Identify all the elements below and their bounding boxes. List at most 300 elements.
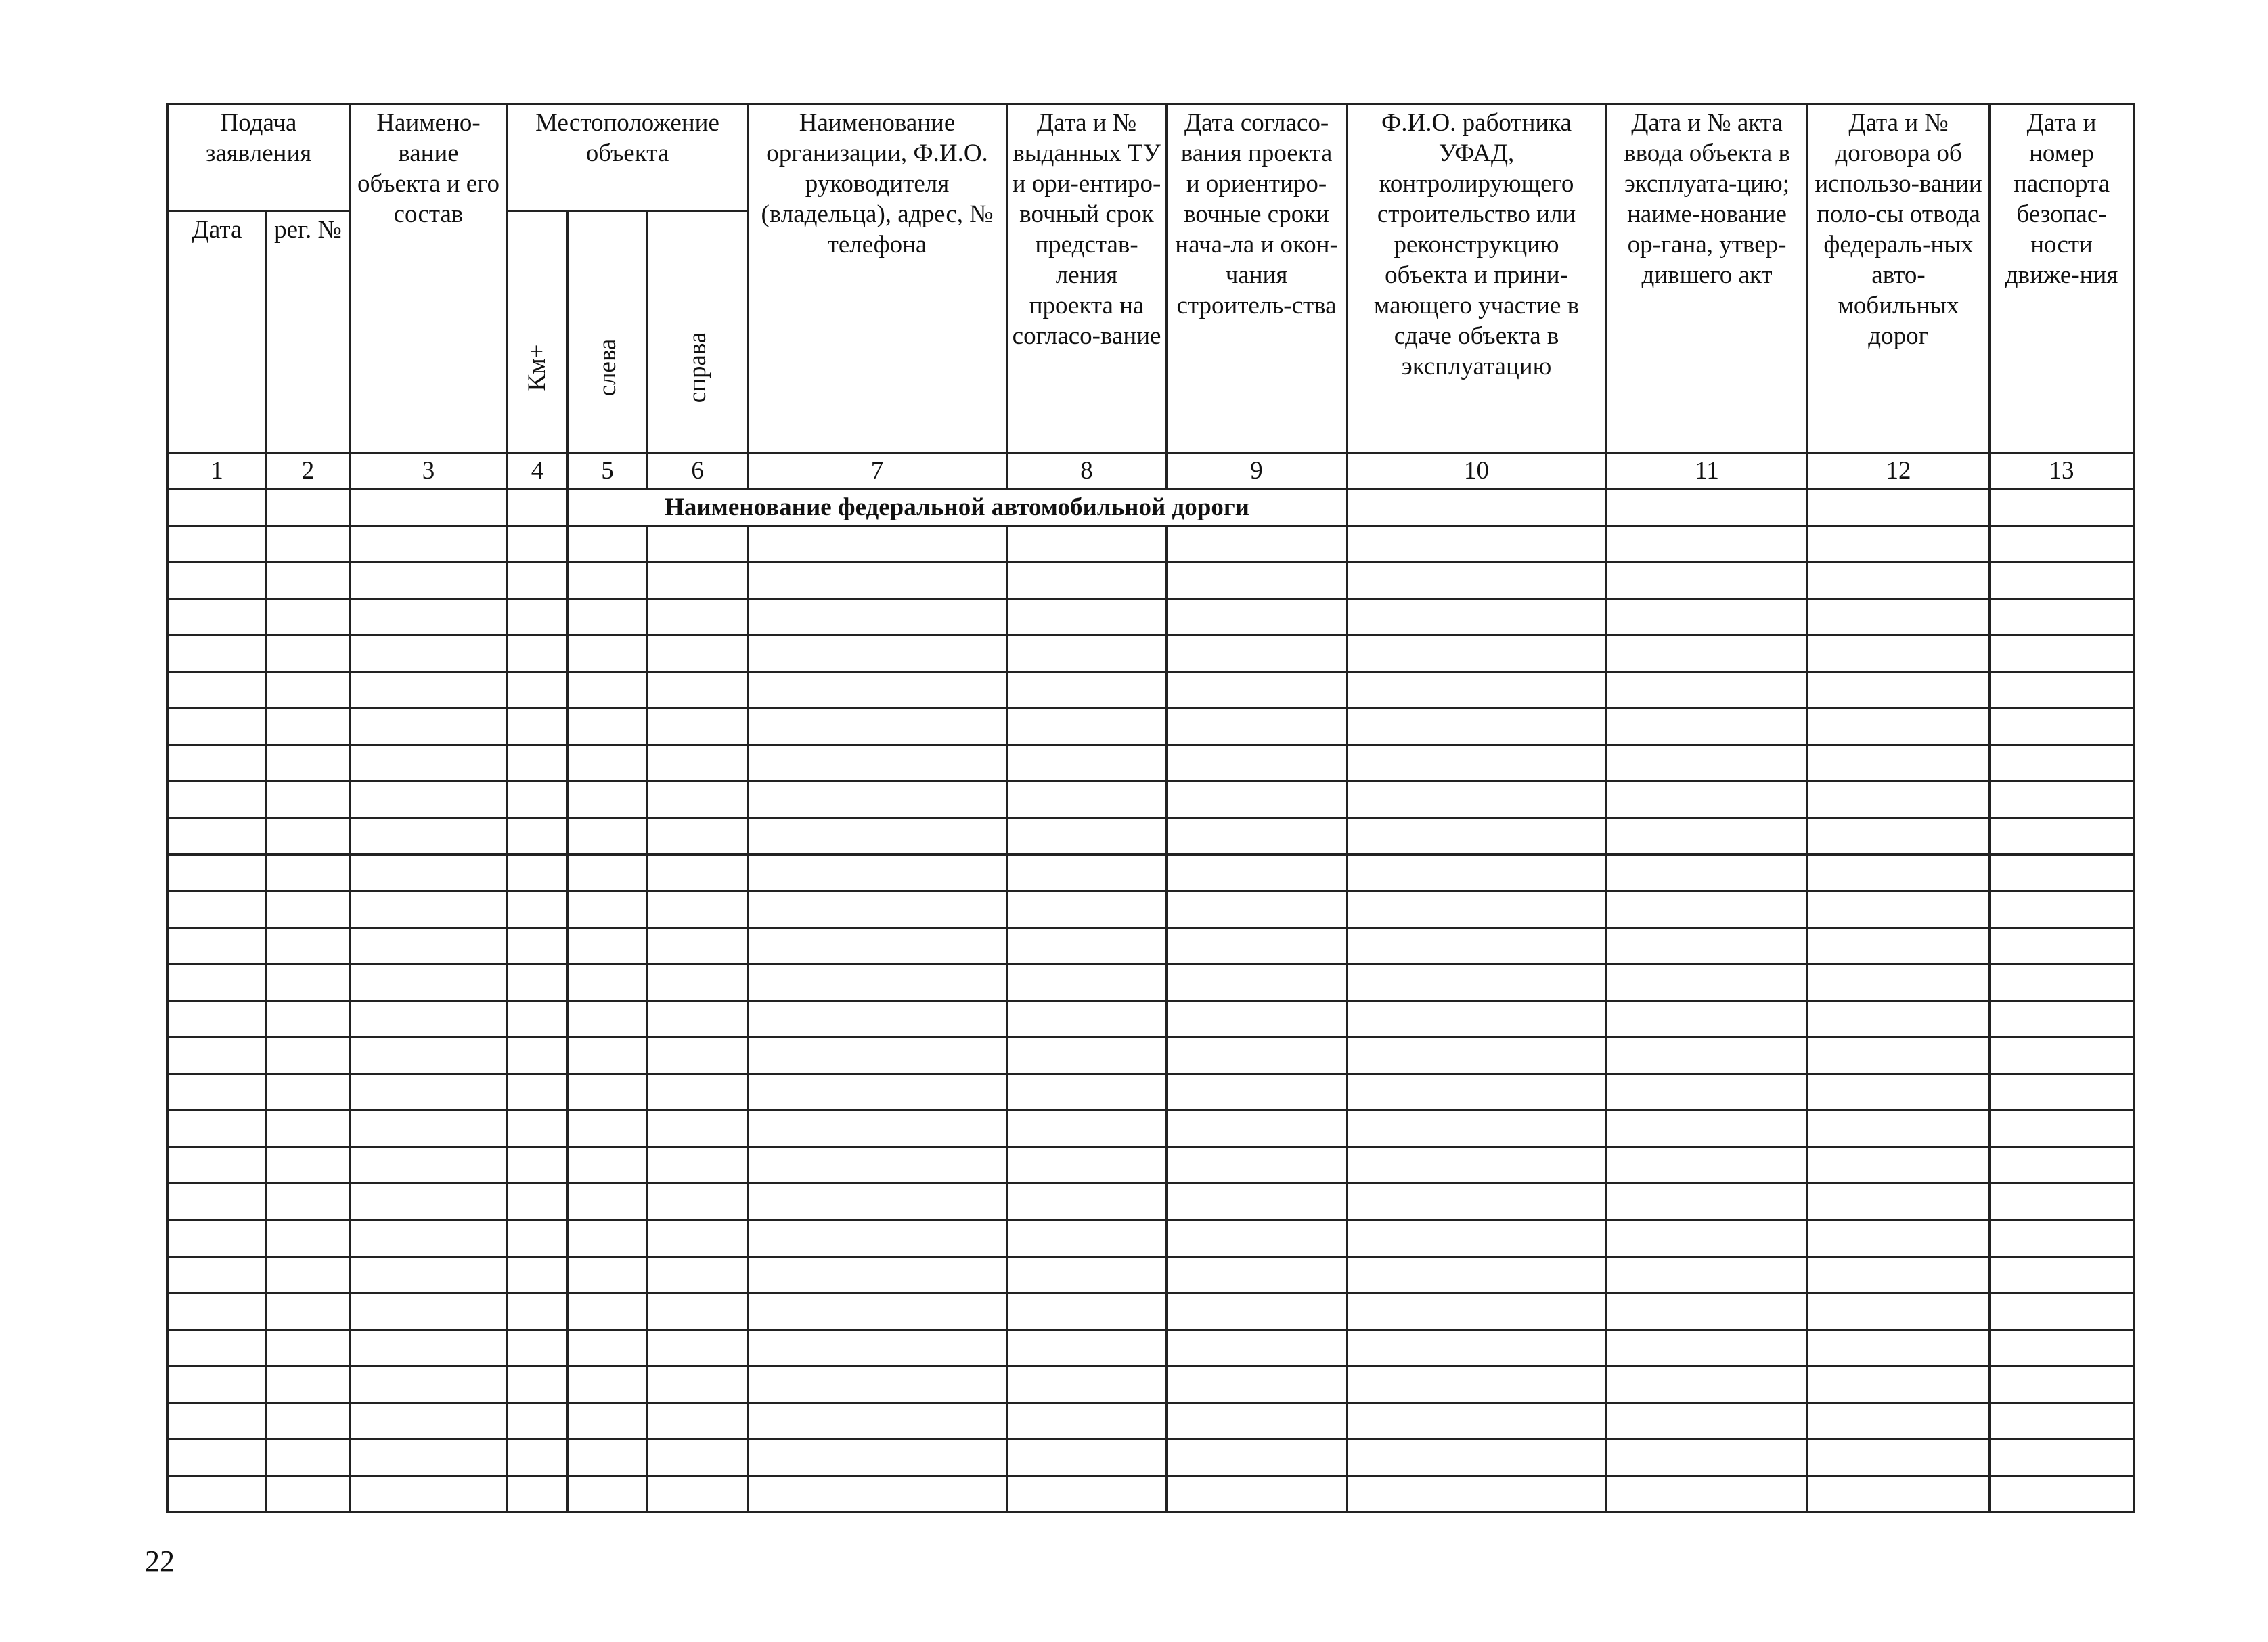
table-cell xyxy=(748,1001,1007,1038)
table-cell xyxy=(350,891,508,928)
table-cell xyxy=(1347,928,1607,964)
table-cell xyxy=(1007,818,1167,855)
table-cell xyxy=(508,891,568,928)
table-cell xyxy=(1808,818,1990,855)
header-right: справа xyxy=(648,211,748,453)
table-cell xyxy=(1808,672,1990,709)
table-cell xyxy=(1167,1001,1347,1038)
table-cell xyxy=(1808,599,1990,636)
table-cell xyxy=(168,1476,267,1513)
table-cell xyxy=(1347,1476,1607,1513)
header-km: Км+ xyxy=(508,211,568,453)
header-location-group: Местоположение объекта xyxy=(508,104,748,211)
table-cell xyxy=(1808,489,1990,526)
table-cell xyxy=(508,1184,568,1220)
table-cell xyxy=(267,672,350,709)
table-cell xyxy=(1167,672,1347,709)
table-cell xyxy=(267,1330,350,1367)
table-cell xyxy=(508,1111,568,1147)
table-cell xyxy=(648,599,748,636)
table-cell xyxy=(1167,599,1347,636)
table-cell xyxy=(1990,964,2134,1001)
table-cell xyxy=(1007,1293,1167,1330)
table-cell xyxy=(168,1220,267,1257)
table-row xyxy=(168,1184,2134,1220)
table-cell xyxy=(748,1330,1007,1367)
table-cell xyxy=(350,1476,508,1513)
table-cell xyxy=(1007,1257,1167,1293)
header-reg-number: рег. № xyxy=(267,211,350,453)
table-cell xyxy=(648,1220,748,1257)
table-cell xyxy=(1990,1367,2134,1403)
table-cell xyxy=(1007,672,1167,709)
table-cell xyxy=(748,1184,1007,1220)
table-cell xyxy=(508,1257,568,1293)
table-cell xyxy=(1607,562,1808,599)
table-cell xyxy=(1607,1330,1808,1367)
table-cell xyxy=(1808,1403,1990,1440)
table-cell xyxy=(267,782,350,818)
table-cell xyxy=(1808,1184,1990,1220)
table-cell xyxy=(1607,928,1808,964)
table-cell xyxy=(168,672,267,709)
table-cell xyxy=(1607,526,1808,562)
column-numbers-row xyxy=(168,453,2134,489)
table-cell xyxy=(168,709,267,745)
table-cell xyxy=(748,818,1007,855)
table-row xyxy=(168,928,2134,964)
table-cell xyxy=(1808,1367,1990,1403)
table-cell xyxy=(748,1220,1007,1257)
table-cell xyxy=(748,1367,1007,1403)
table-row xyxy=(168,1257,2134,1293)
header-contract: Дата и № договора об использо-вании поло-сы отвода федераль-ных авто-мобильных дорог xyxy=(1808,104,1990,453)
table-cell xyxy=(648,891,748,928)
table-cell xyxy=(1347,599,1607,636)
table-cell xyxy=(1607,489,1808,526)
table-cell xyxy=(1007,1111,1167,1147)
table-cell xyxy=(168,1111,267,1147)
table-cell xyxy=(1167,891,1347,928)
table-cell xyxy=(1607,1257,1808,1293)
table-cell xyxy=(648,709,748,745)
table-cell xyxy=(748,1476,1007,1513)
table-cell xyxy=(648,1403,748,1440)
table-cell xyxy=(1990,599,2134,636)
table-cell xyxy=(1167,782,1347,818)
table-cell xyxy=(1007,1074,1167,1111)
table-cell xyxy=(1007,782,1167,818)
column-number: 9 xyxy=(1167,453,1347,489)
table-cell xyxy=(508,855,568,891)
road-name-title: Наименование федеральной автомобильной дороги xyxy=(568,489,1347,526)
table-cell xyxy=(267,526,350,562)
table-cell xyxy=(1808,636,1990,672)
table-cell xyxy=(748,636,1007,672)
table-cell xyxy=(350,489,508,526)
table-cell xyxy=(1808,855,1990,891)
table-cell xyxy=(168,964,267,1001)
table-cell xyxy=(1808,1257,1990,1293)
column-number: 10 xyxy=(1347,453,1607,489)
table-cell xyxy=(350,745,508,782)
table-cell xyxy=(267,636,350,672)
table-cell xyxy=(1007,1147,1167,1184)
table-row xyxy=(168,1440,2134,1476)
table-row xyxy=(168,855,2134,891)
table-cell xyxy=(1167,1403,1347,1440)
table-cell xyxy=(267,1147,350,1184)
table-cell xyxy=(1007,1184,1167,1220)
table-cell xyxy=(748,1257,1007,1293)
table-cell xyxy=(267,1074,350,1111)
table-cell xyxy=(1990,526,2134,562)
header-acceptance-act: Дата и № акта ввода объекта в эксплуата-цию; наиме-нование ор-гана, утвер-дившего акт xyxy=(1607,104,1808,453)
table-cell xyxy=(648,1184,748,1220)
table-cell xyxy=(267,891,350,928)
table-row xyxy=(168,1038,2134,1074)
table-cell xyxy=(168,1403,267,1440)
table-cell xyxy=(508,1403,568,1440)
table-cell xyxy=(168,636,267,672)
table-cell xyxy=(1990,709,2134,745)
table-cell xyxy=(1607,964,1808,1001)
table-cell xyxy=(648,636,748,672)
table-cell xyxy=(168,745,267,782)
table-cell xyxy=(267,599,350,636)
table-cell xyxy=(168,1184,267,1220)
table-cell xyxy=(267,1038,350,1074)
table-cell xyxy=(568,964,648,1001)
table-cell xyxy=(1990,745,2134,782)
table-cell xyxy=(568,526,648,562)
table-cell xyxy=(648,928,748,964)
table-cell xyxy=(1808,1038,1990,1074)
table-cell xyxy=(1347,782,1607,818)
table-cell xyxy=(1808,928,1990,964)
table-cell xyxy=(1607,636,1808,672)
header-approval-date: Дата согласо-вания проекта и ориентиро-вочные сроки нача-ла и окон-чания строитель-ства xyxy=(1167,104,1347,453)
table-cell xyxy=(568,1330,648,1367)
table-cell xyxy=(1990,1220,2134,1257)
table-cell xyxy=(1347,818,1607,855)
table-cell xyxy=(568,1038,648,1074)
table-cell xyxy=(350,1220,508,1257)
table-cell xyxy=(568,1293,648,1330)
table-cell xyxy=(267,928,350,964)
header-date: Дата xyxy=(168,211,267,453)
table-cell xyxy=(350,672,508,709)
table-cell xyxy=(508,1476,568,1513)
table-cell xyxy=(1007,709,1167,745)
table-cell xyxy=(1607,1001,1808,1038)
table-row xyxy=(168,526,2134,562)
column-number: 3 xyxy=(350,453,508,489)
table-cell xyxy=(1347,1038,1607,1074)
table-cell xyxy=(267,1257,350,1293)
table-cell xyxy=(1167,1074,1347,1111)
table-cell xyxy=(1347,1293,1607,1330)
table-cell xyxy=(1167,526,1347,562)
table-cell xyxy=(168,1147,267,1184)
table-cell xyxy=(568,1001,648,1038)
table-cell xyxy=(168,928,267,964)
column-number: 2 xyxy=(267,453,350,489)
table-cell xyxy=(350,1074,508,1111)
table-cell xyxy=(648,1367,748,1403)
table-cell xyxy=(1607,855,1808,891)
table-cell xyxy=(1347,964,1607,1001)
table-cell xyxy=(1167,709,1347,745)
table-cell xyxy=(350,526,508,562)
table-row xyxy=(168,818,2134,855)
table-cell xyxy=(648,1440,748,1476)
table-cell xyxy=(1347,1330,1607,1367)
table-cell xyxy=(350,1440,508,1476)
table-cell xyxy=(1167,855,1347,891)
table-cell xyxy=(1990,891,2134,928)
table-cell xyxy=(1808,745,1990,782)
table-cell xyxy=(508,964,568,1001)
table-cell xyxy=(1990,1038,2134,1074)
table-cell xyxy=(508,1220,568,1257)
table-cell xyxy=(267,1220,350,1257)
table-cell xyxy=(1607,745,1808,782)
table-cell xyxy=(1347,1257,1607,1293)
table-cell xyxy=(267,855,350,891)
table-cell xyxy=(648,818,748,855)
table-cell xyxy=(350,1367,508,1403)
table-cell xyxy=(748,599,1007,636)
table-cell xyxy=(168,818,267,855)
table-cell xyxy=(1347,1403,1607,1440)
table-cell xyxy=(648,1038,748,1074)
table-cell xyxy=(1007,1330,1167,1367)
table-cell xyxy=(1167,1184,1347,1220)
table-cell xyxy=(1347,1074,1607,1111)
table-row xyxy=(168,1147,2134,1184)
register-form xyxy=(166,103,2133,1513)
table-cell xyxy=(350,1330,508,1367)
table-cell xyxy=(568,745,648,782)
table-cell xyxy=(1347,891,1607,928)
table-cell xyxy=(1007,1403,1167,1440)
table-cell xyxy=(1007,928,1167,964)
table-cell xyxy=(168,1038,267,1074)
table-cell xyxy=(648,1330,748,1367)
table-cell xyxy=(1167,1330,1347,1367)
table-cell xyxy=(568,1184,648,1220)
table-cell xyxy=(1990,1001,2134,1038)
table-cell xyxy=(1808,1220,1990,1257)
table-cell xyxy=(748,562,1007,599)
table-cell xyxy=(648,745,748,782)
table-cell xyxy=(1347,526,1607,562)
table-cell xyxy=(1167,745,1347,782)
table-cell xyxy=(168,1001,267,1038)
table-cell xyxy=(1990,855,2134,891)
table-cell xyxy=(1347,636,1607,672)
table-cell xyxy=(1607,1440,1808,1476)
table-cell xyxy=(508,489,568,526)
table-cell xyxy=(1007,855,1167,891)
table-cell xyxy=(1607,1293,1808,1330)
table-cell xyxy=(508,928,568,964)
table-cell xyxy=(648,1257,748,1293)
table-cell xyxy=(1167,964,1347,1001)
header-safety-passport: Дата и номер паспорта безопас-ности движе-ния xyxy=(1990,104,2134,453)
table-cell xyxy=(568,1257,648,1293)
table-cell xyxy=(350,562,508,599)
table-cell xyxy=(350,964,508,1001)
table-cell xyxy=(568,1476,648,1513)
table-cell xyxy=(1808,891,1990,928)
table-cell xyxy=(748,745,1007,782)
table-cell xyxy=(508,1074,568,1111)
table-row xyxy=(168,782,2134,818)
table-cell xyxy=(648,782,748,818)
header-object-name: Наимено-вание объекта и его состав xyxy=(350,104,508,453)
table-cell xyxy=(1007,526,1167,562)
table-cell xyxy=(350,1001,508,1038)
table-cell xyxy=(168,1440,267,1476)
table-cell xyxy=(508,1038,568,1074)
table-cell xyxy=(1007,1440,1167,1476)
table-cell xyxy=(648,1001,748,1038)
table-cell xyxy=(1607,1220,1808,1257)
table-cell xyxy=(1007,1038,1167,1074)
table-cell xyxy=(350,599,508,636)
table-cell xyxy=(508,1147,568,1184)
table-cell xyxy=(168,526,267,562)
table-cell xyxy=(1607,709,1808,745)
table-cell xyxy=(1607,1476,1808,1513)
table-cell xyxy=(568,1147,648,1184)
table-cell xyxy=(568,709,648,745)
table-cell xyxy=(1347,1440,1607,1476)
page-number: 22 xyxy=(145,1545,175,1578)
table-cell xyxy=(267,709,350,745)
table-cell xyxy=(168,599,267,636)
table-cell xyxy=(568,891,648,928)
table-cell xyxy=(350,782,508,818)
table-cell xyxy=(267,1476,350,1513)
table-cell xyxy=(1607,1403,1808,1440)
table-cell xyxy=(1347,672,1607,709)
table-cell xyxy=(1007,599,1167,636)
table-cell xyxy=(1607,1111,1808,1147)
table-cell xyxy=(168,1257,267,1293)
table-cell xyxy=(1167,562,1347,599)
table-cell xyxy=(1990,636,2134,672)
table-cell xyxy=(1607,782,1808,818)
table-cell xyxy=(748,1074,1007,1111)
table-cell xyxy=(508,1293,568,1330)
table-cell xyxy=(648,1074,748,1111)
table-cell xyxy=(568,599,648,636)
table-cell xyxy=(1607,818,1808,855)
table-row xyxy=(168,1403,2134,1440)
table-cell xyxy=(748,1147,1007,1184)
table-cell xyxy=(648,855,748,891)
table-cell xyxy=(1347,745,1607,782)
table-cell xyxy=(267,1293,350,1330)
table-cell xyxy=(1607,1074,1808,1111)
table-cell xyxy=(568,672,648,709)
table-cell xyxy=(168,1074,267,1111)
table-row xyxy=(168,636,2134,672)
table-cell xyxy=(267,562,350,599)
table-cell xyxy=(350,636,508,672)
table-cell xyxy=(1990,1111,2134,1147)
table-row xyxy=(168,599,2134,636)
table-cell xyxy=(267,1001,350,1038)
table-row xyxy=(168,709,2134,745)
table-cell xyxy=(1347,1147,1607,1184)
table-row xyxy=(168,1220,2134,1257)
table-cell xyxy=(748,526,1007,562)
table-cell xyxy=(350,928,508,964)
table-cell xyxy=(748,1293,1007,1330)
table-cell xyxy=(748,782,1007,818)
table-cell xyxy=(1607,1147,1808,1184)
table-cell xyxy=(1808,526,1990,562)
table-cell xyxy=(1990,1074,2134,1111)
table-cell xyxy=(267,1367,350,1403)
table-cell xyxy=(1167,636,1347,672)
table-cell xyxy=(1007,745,1167,782)
table-cell xyxy=(1607,1038,1808,1074)
table-cell xyxy=(267,1111,350,1147)
table-cell xyxy=(568,1440,648,1476)
table-cell xyxy=(1007,636,1167,672)
table-cell xyxy=(568,1403,648,1440)
table-cell xyxy=(1347,489,1607,526)
table-cell xyxy=(1607,891,1808,928)
table-cell xyxy=(568,1220,648,1257)
table-cell xyxy=(748,1440,1007,1476)
table-cell xyxy=(648,562,748,599)
table-row xyxy=(168,964,2134,1001)
table-cell xyxy=(168,782,267,818)
table-cell xyxy=(1167,1038,1347,1074)
table-cell xyxy=(1607,1184,1808,1220)
table-cell xyxy=(1990,1293,2134,1330)
table-cell xyxy=(1808,1440,1990,1476)
table-cell xyxy=(1347,1001,1607,1038)
table-cell xyxy=(748,1038,1007,1074)
table-cell xyxy=(1990,1403,2134,1440)
table-cell xyxy=(1607,672,1808,709)
column-number: 1 xyxy=(168,453,267,489)
table-cell xyxy=(267,489,350,526)
table-cell xyxy=(1808,1001,1990,1038)
table-cell xyxy=(350,1293,508,1330)
table-cell xyxy=(1167,1220,1347,1257)
table-cell xyxy=(748,891,1007,928)
table-cell xyxy=(350,1257,508,1293)
table-cell xyxy=(568,636,648,672)
table-cell xyxy=(350,855,508,891)
header-supervisor: Ф.И.О. работника УФАД, контролирующего строительство или реконструкцию объекта и прини-мающего участие в сдаче объекта в эксплуатацию xyxy=(1347,104,1607,453)
table-row xyxy=(168,1111,2134,1147)
table-cell xyxy=(168,891,267,928)
table-cell xyxy=(1808,1147,1990,1184)
table-cell xyxy=(1167,1476,1347,1513)
table-cell xyxy=(1167,818,1347,855)
table-cell xyxy=(508,636,568,672)
table-cell xyxy=(1990,1257,2134,1293)
